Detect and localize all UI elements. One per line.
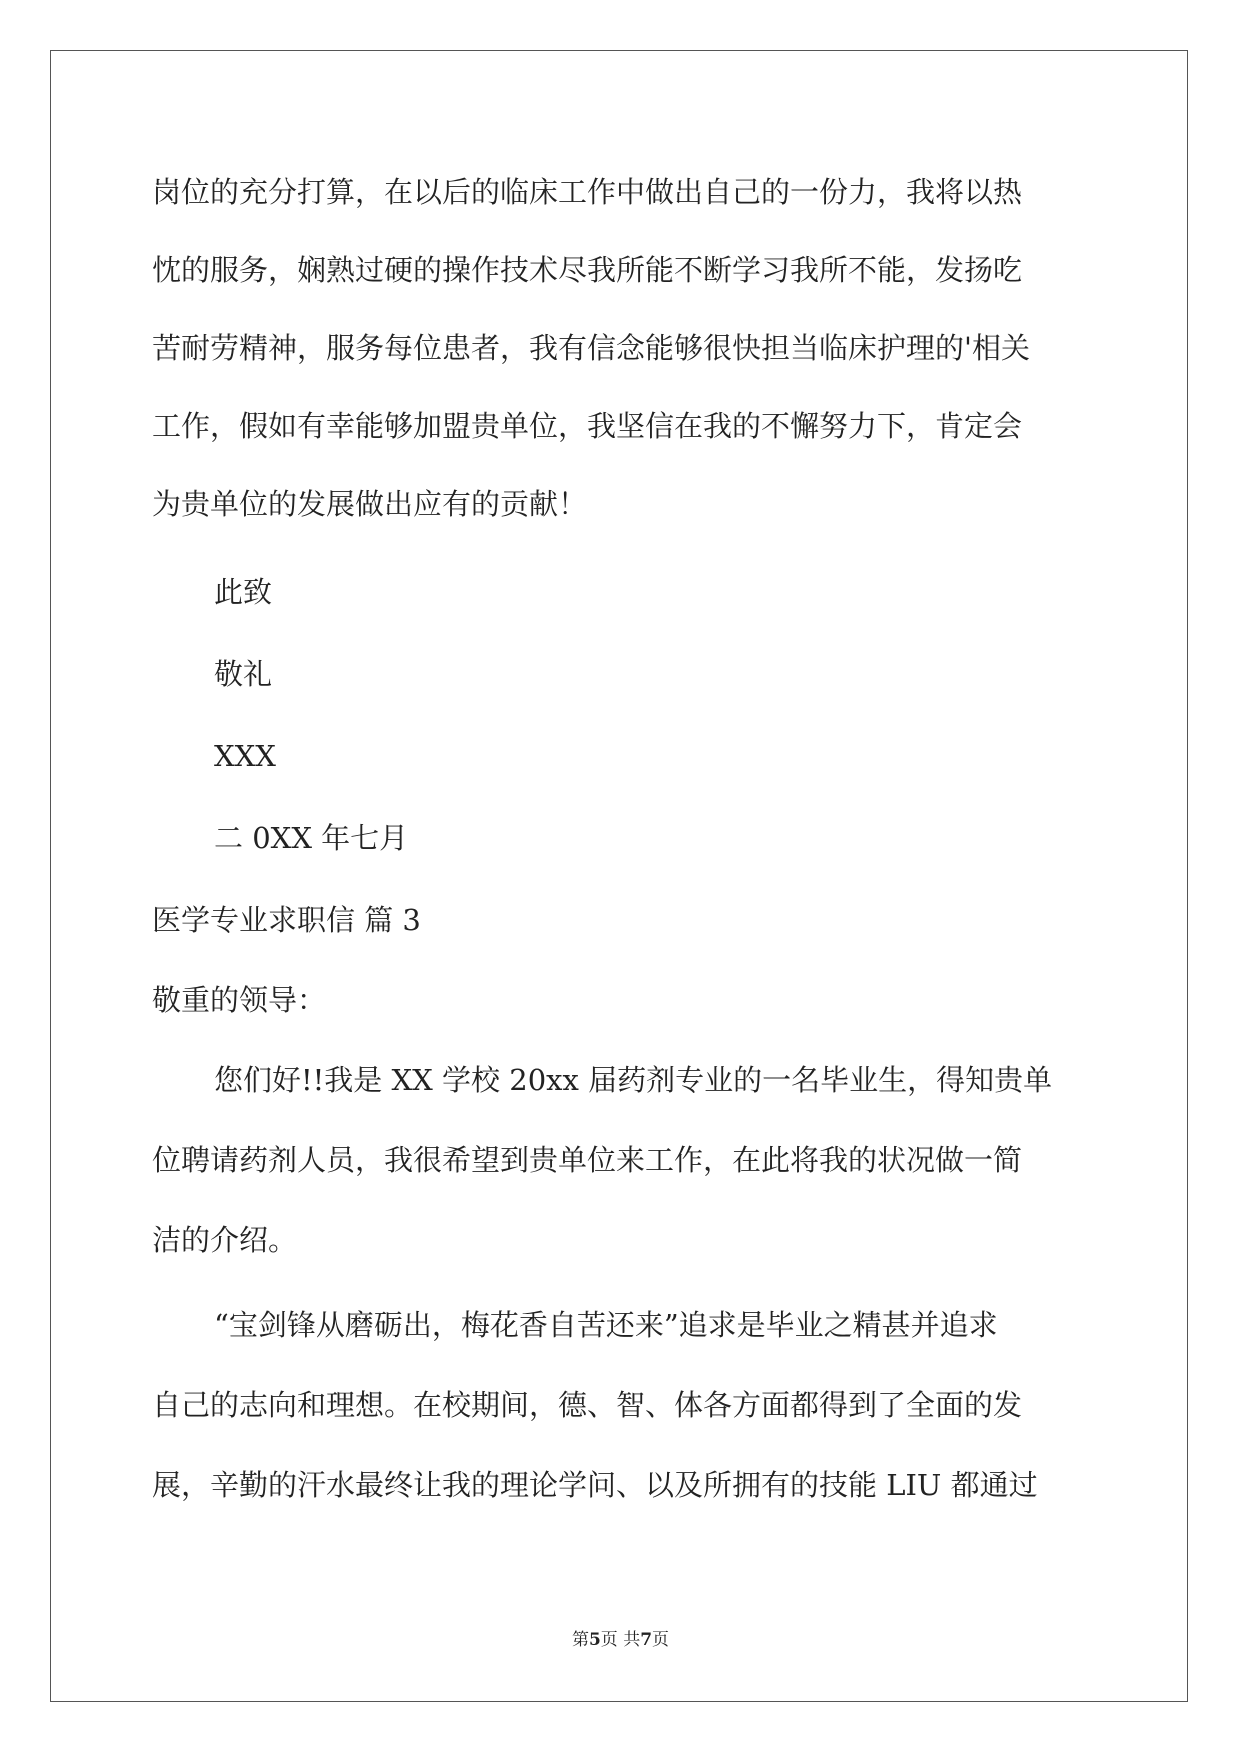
date: 二 0XX 年七月 [214, 821, 409, 855]
body-line: 展，辛勤的汗水最终让我的理论学问、以及所拥有的技能 LIU 都通过 [152, 1468, 1038, 1502]
body-line: 位聘请药剂人员，我很希望到贵单位来工作，在此将我的状况做一简 [152, 1143, 1023, 1177]
body-line: 您们好!!我是 XX 学校 20xx 届药剂专业的一名毕业生，得知贵单 [214, 1063, 1053, 1097]
footer-total-pages: 7 [640, 1630, 653, 1650]
body-line: 苦耐劳精神，服务每位患者，我有信念能够很快担当临床护理的'相关 [152, 331, 1030, 365]
body-line: 洁的介绍。 [152, 1223, 298, 1257]
body-line: 为贵单位的发展做出应有的贡献！ [152, 487, 588, 521]
section-title: 医学专业求职信 篇 3 [152, 903, 421, 937]
salutation: 敬重的领导： [152, 983, 327, 1017]
body-line: 忱的服务，娴熟过硬的操作技术尽我所能不断学习我所不能，发扬吃 [152, 253, 1023, 287]
body-line: “宝剑锋从磨砺出，梅花香自苦还来”追求是毕业之精甚并追求 [214, 1308, 998, 1342]
closing-cizhi: 此致 [214, 575, 273, 609]
closing-jingli: 敬礼 [214, 657, 273, 691]
page-footer [0, 1625, 1241, 1650]
footer-suffix: 页 [652, 1630, 670, 1650]
body-line: 岗位的充分打算，在以后的临床工作中做出自己的一份力，我将以热 [152, 175, 1023, 209]
footer-mid: 页 共 [600, 1630, 641, 1650]
signature: XXX [214, 739, 276, 773]
footer-prefix: 第 [571, 1630, 589, 1650]
body-line: 工作，假如有幸能够加盟贵单位，我坚信在我的不懈努力下，肯定会 [152, 409, 1023, 443]
footer-page-number: 5 [588, 1630, 601, 1650]
page-frame [50, 50, 1188, 1702]
body-line: 自己的志向和理想。在校期间，德、智、体各方面都得到了全面的发 [152, 1388, 1023, 1422]
